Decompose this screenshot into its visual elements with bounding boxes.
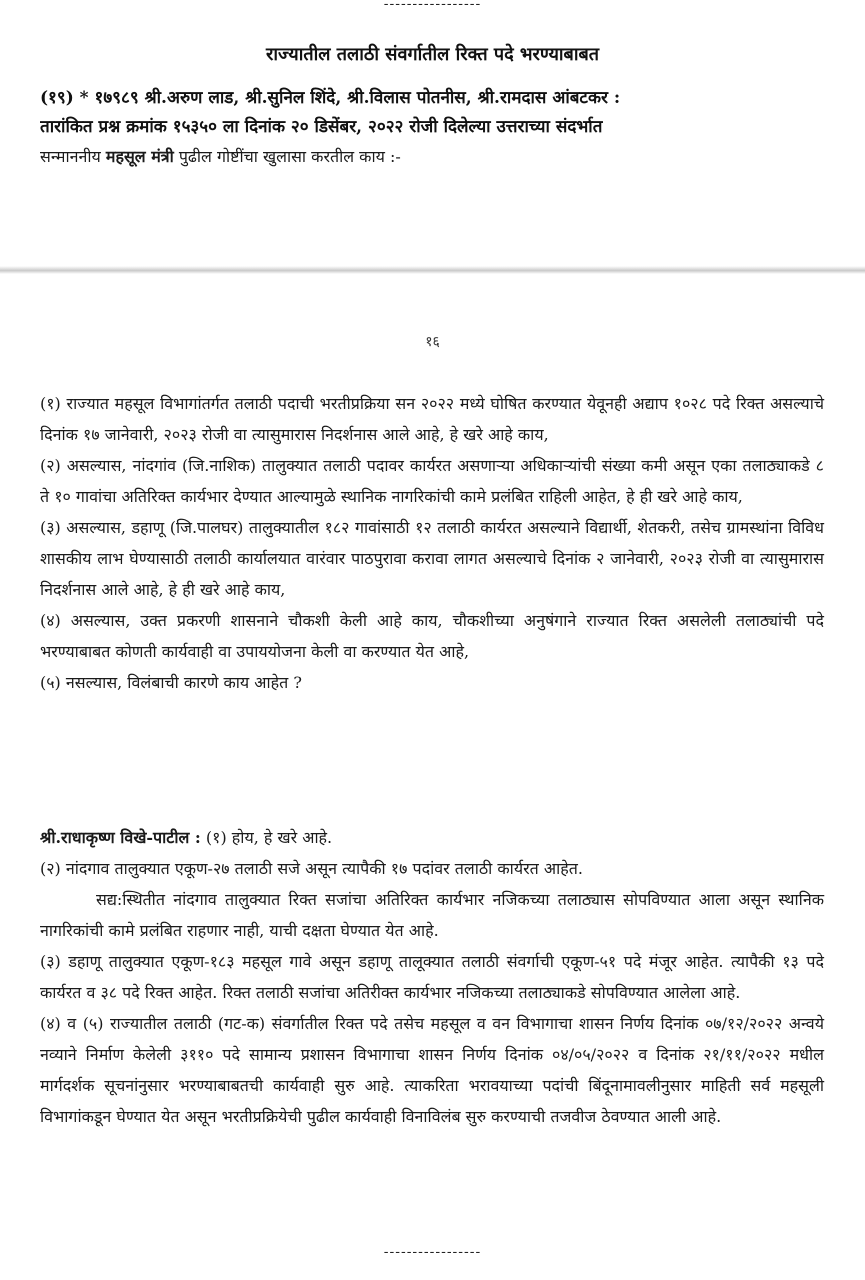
answer-section: [40, 822, 824, 1132]
page-break-divider: [0, 266, 865, 274]
question-reference-line: तारांकित प्रश्न क्रमांक १५३५० ला दिनांक २० डिसेंबर, २०२२ रोजी दिलेल्या उत्तराच्या संदर्भात: [40, 117, 603, 137]
intro-before: सन्माननीय: [40, 147, 106, 166]
question-5: (५) नसल्यास, विलंबाची कारणे काय आहेत ?: [40, 673, 302, 692]
intro-minister: महसूल मंत्री: [105, 147, 174, 166]
question-1: (१) राज्यात महसूल विभागांतर्गत तलाठी पदाची भरतीप्रक्रिया सन २०२२ मध्ये घोषित करण्यात येवूनही अद्याप १०२८ पदे रिक्त असल्याचे दिनांक १७ जानेवारी, २०२३ रोजी वा त्यासुमारास निदर्शनास आले आहे, हे खरे आहे काय,: [40, 394, 824, 444]
bottom-separator: -----------------: [383, 1244, 482, 1260]
answer-3: (३) डहाणू तालुक्यात एकूण-१८३ महसूल गावे असून डहाणू तालूक्यात तलाठी संवर्गाची एकूण-५१ पदे मंजूर आहेत. त्यापैकी १३ पदे कार्यरत व ३८ पदे रिक्त आहेत. रिक्त तलाठी सजांचा अतिरीक्त कार्यभार नजिकच्या तलाठ्याकडे सोपविण्यात आलेला आहे.: [40, 952, 824, 1002]
question-intro: [40, 142, 830, 171]
top-separator: -----------------: [383, 0, 482, 12]
answer-1: [40, 822, 824, 853]
question-3: (३) असल्यास, डहाणू (जि.पालघर) तालुक्यातील १८२ गावांसाठी १२ तलाठी कार्यरत असल्याने विद्यार्थी, शेतकरी, तसेच ग्रामस्थांना विविध शासकीय लाभ घेण्यासाठी तलाठी कार्यालयात वारंवार पाठपुरावा करावा लागत असल्याचे दिनांक २ जानेवारी, २०२३ रोजी वा त्यासुमारास निदर्शनास आले आहे, हे ही खरे आहे काय,: [40, 518, 824, 599]
answer-1-text: (१) होय, हे खरे आहे.: [200, 828, 333, 847]
questions-section: [40, 388, 824, 698]
answer-2: (२) नांदगाव तालुक्यात एकूण-२७ तलाठी सजे असून त्यापैकी १७ पदांवर तलाठी कार्यरत आहेत.: [40, 859, 583, 878]
page-number: १६: [425, 334, 440, 350]
document-title: राज्यातील तलाठी संवर्गातील रिक्त पदे भरण्याबाबत: [265, 44, 600, 65]
question-header: [40, 84, 830, 171]
question-4: (४) असल्यास, उक्त प्रकरणी शासनाने चौकशी केली आहे काय, चौकशीच्या अनुषंगाने राज्यात रिक्त असलेली तलाठ्यांची पदे भरण्याबाबत कोणती कार्यवाही वा उपाययोजना केली वा करण्यात येत आहे,: [40, 611, 824, 661]
intro-after: पुढील गोष्टींचा खुलासा करतील काय :-: [173, 147, 401, 166]
minister-name: श्री.राधाकृष्ण विखे-पाटील :: [40, 828, 201, 847]
answer-2-detail: सद्य:स्थितीत नांदगाव तालुक्यात रिक्त सजांचा अतिरिक्त कार्यभार नजिकच्या तलाठ्यास सोपविण्यात आला असून स्थानिक नागरिकांची कामे प्रलंबित राहणार नाही, याची दक्षता घेण्यात येत आहे.: [40, 890, 824, 940]
answer-4-5: (४) व (५) राज्यातील तलाठी (गट-क) संवर्गातील रिक्त पदे तसेच महसूल व वन विभागाचा शासन निर्णय दिनांक ०७/१२/२०२२ अन्वये नव्याने निर्माण केलेली ३११० पदे सामान्य प्रशासन विभागाचा शासन निर्णय दिनांक ०४/०५/२०२२ व दिनांक २१/११/२०२२ मधील मार्गदर्शक सूचनांनुसार भरण्याबाबतची कार्यवाही सुरु आहे. त्याकरिता भरावयाच्या पदांची बिंदूनामावलीनुसार माहिती सर्व महसूली विभागांकडून घेण्यात येत असून भरतीप्रक्रियेची पुढील कार्यवाही विनाविलंब सुरु करण्याची तजवीज ठेवण्यात आली आहे.: [40, 1014, 824, 1126]
question-2: (२) असल्यास, नांदगांव (जि.नाशिक) तालुक्यात तलाठी पदावर कार्यरत असणाऱ्या अधिकाऱ्यांची संख्या कमी असून एका तलाठ्याकडे ८ ते १० गावांचा अतिरिक्त कार्यभार देण्यात आल्यामुळे स्थानिक नागरिकांची कामे प्रलंबित राहिली आहेत, हे ही खरे आहे काय,: [40, 456, 824, 506]
question-members-line: (१९) * १७९८९ श्री.अरुण लाड, श्री.सुनिल शिंदे, श्री.विलास पोतनीस, श्री.रामदास आंबटकर :: [40, 88, 621, 108]
